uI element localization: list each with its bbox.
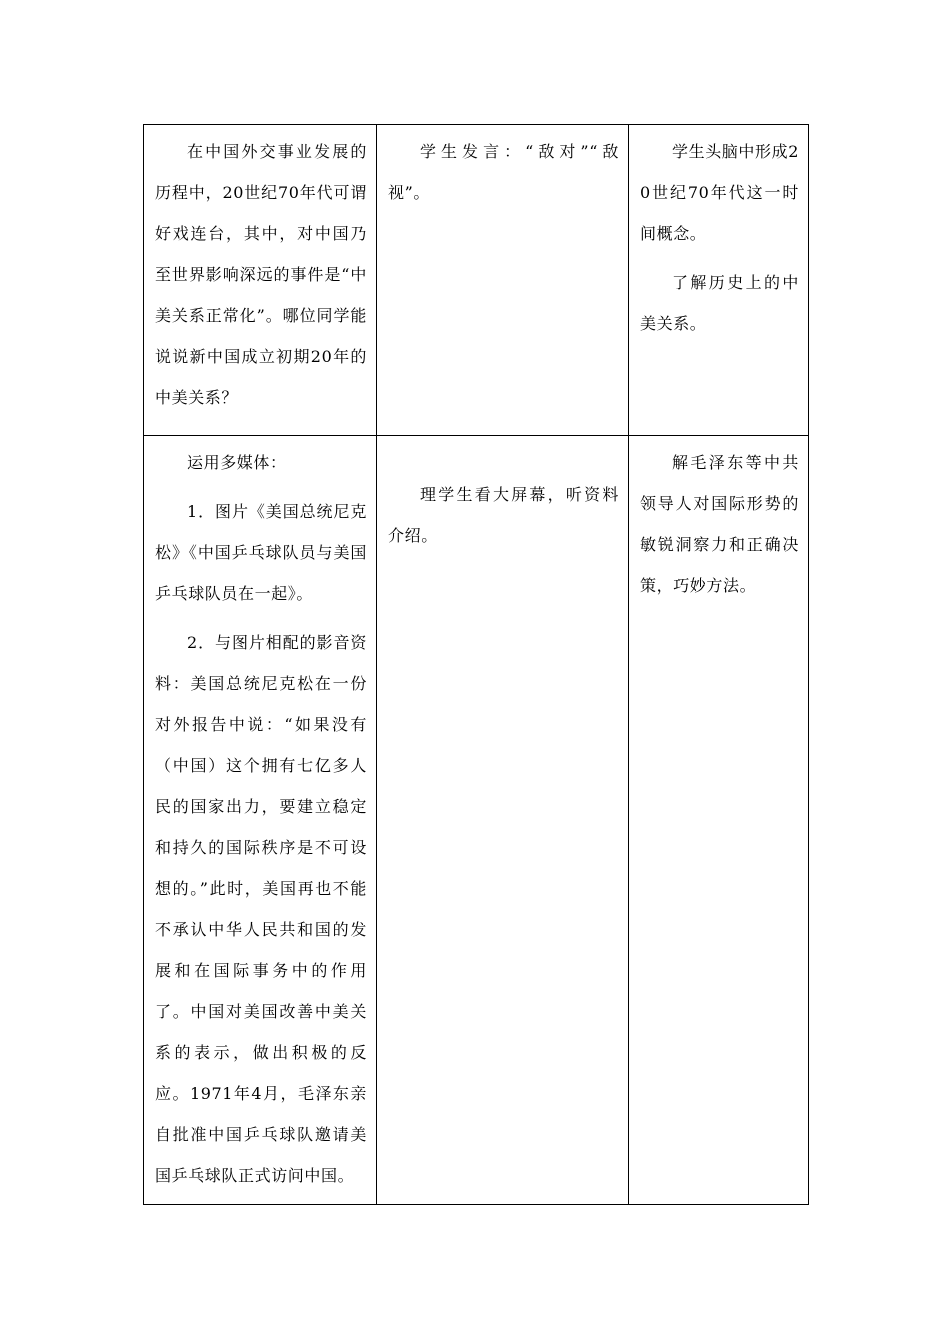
student-paragraph: 学生发言：“敌对”“敌视”。 — [388, 142, 619, 202]
teacher-paragraph: 2．与图片相配的影音资料：美国总统尼克松在一份对外报告中说：“如果没有（中国）这个拥有七亿多人民的国家出力，要建立稳定和持久的国际秩序是不可设想的。”此时，美国再也不能不承认中华人民共和国的发展和在国际事务中的作用了。中国对美国改善中美关系的表示，做出积极的反应。1971年4月，毛泽东亲自批准中国乒乓球队邀请美国乒乓球队正式访问中国。 — [155, 633, 367, 1185]
student-activity-cell — [377, 125, 629, 436]
intent-paragraph: 解毛泽东等中共领导人对国际形势的敏锐洞察力和正确决策，巧妙方法。 — [640, 453, 799, 595]
teacher-activity-cell — [144, 125, 377, 436]
student-activity-cell — [377, 436, 629, 1205]
table-row — [144, 125, 809, 436]
intent-paragraph: 了解历史上的中美关系。 — [640, 273, 799, 333]
lesson-plan-table — [143, 124, 809, 1205]
teacher-paragraph: 运用多媒体： — [187, 453, 287, 472]
teacher-paragraph: 1．图片《美国总统尼克松》《中国乒乓球队员与美国乒乓球队员在一起》。 — [155, 502, 367, 603]
cell-spacer — [388, 442, 619, 474]
intent-paragraph: 学生头脑中形成20世纪70年代这一时间概念。 — [640, 142, 799, 243]
design-intent-cell — [629, 436, 809, 1205]
teacher-activity-cell — [144, 436, 377, 1205]
student-paragraph: 理学生看大屏幕，听资料介绍。 — [388, 485, 619, 545]
design-intent-cell — [629, 125, 809, 436]
teacher-paragraph: 在中国外交事业发展的历程中，20世纪70年代可谓好戏连台，其中，对中国乃至世界影响深远的事件是“中美关系正常化”。哪位同学能说说新中国成立初期20年的中美关系？ — [155, 142, 367, 407]
table-row — [144, 436, 809, 1205]
